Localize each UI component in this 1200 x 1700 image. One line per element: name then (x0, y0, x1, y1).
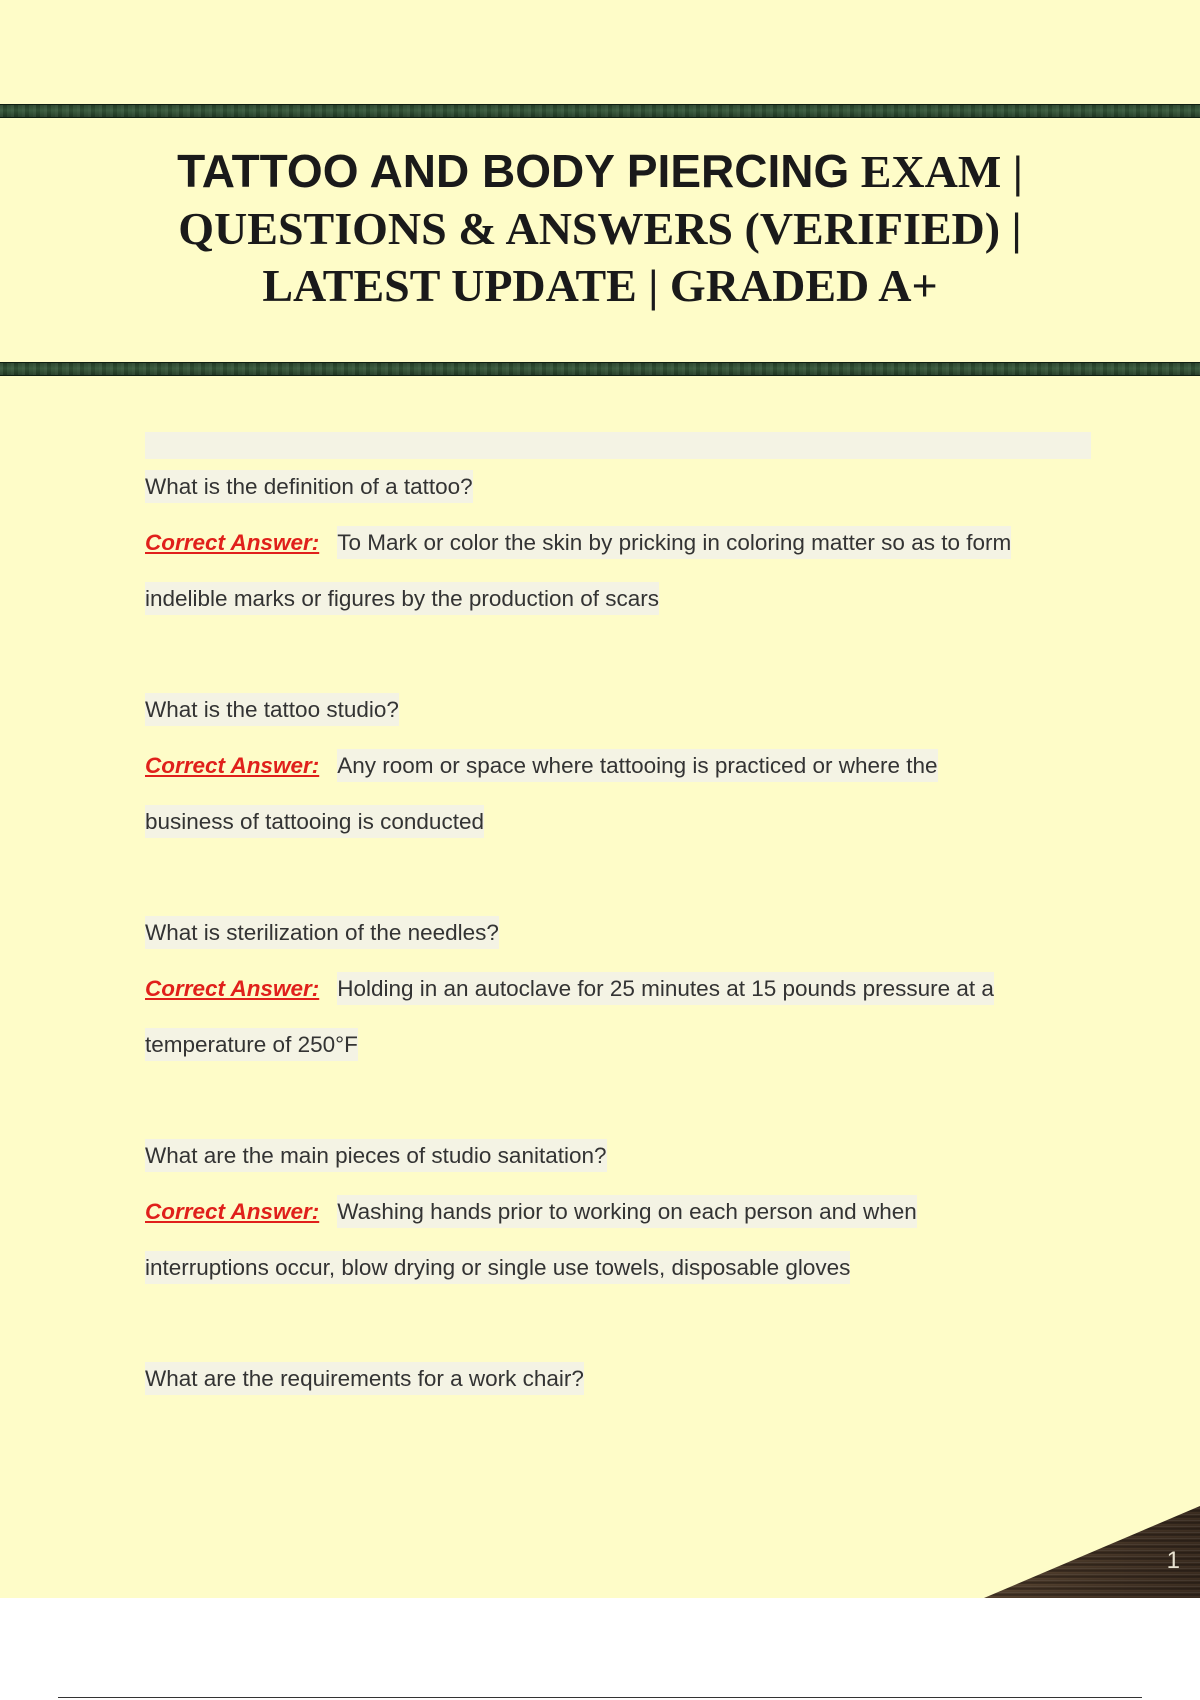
answer-label: Correct Answer: (145, 753, 320, 778)
document-title (0, 143, 1200, 314)
title-part-2: EXAM | (849, 146, 1023, 197)
page-number: 1 (1166, 1547, 1180, 1574)
top-decorative-band (0, 104, 1200, 118)
title-part-1: TATTOO AND BODY PIERCING (177, 145, 850, 197)
content-top-shade (145, 432, 1091, 459)
qa-item (145, 682, 1091, 850)
question-text: What is the definition of a tattoo? (145, 459, 1091, 515)
qa-item (145, 459, 1091, 627)
answer-line: Correct Answer: To Mark or color the skin by pricking in coloring matter so as to form (145, 515, 1091, 571)
bottom-decorative-band (0, 362, 1200, 376)
answer-line: business of tattooing is conducted (145, 794, 1091, 850)
answer-line: Correct Answer: Any room or space where tattooing is practiced or where the (145, 738, 1091, 794)
qa-item (145, 1351, 1091, 1407)
question-text: What are the requirements for a work chair? (145, 1351, 1091, 1407)
answer-line: interruptions occur, blow drying or single use towels, disposable gloves (145, 1240, 1091, 1296)
footer-rule (58, 1697, 1142, 1698)
answer-label: Correct Answer: (145, 1199, 320, 1224)
title-line-2: QUESTIONS & ANSWERS (VERIFIED) | (178, 203, 1022, 254)
answer-line: Correct Answer: Holding in an autoclave for 25 minutes at 15 pounds pressure at a (145, 961, 1091, 1017)
answer-line: Correct Answer: Washing hands prior to working on each person and when (145, 1184, 1091, 1240)
title-line-3: LATEST UPDATE | GRADED A+ (262, 260, 938, 311)
qa-item (145, 1128, 1091, 1296)
answer-label: Correct Answer: (145, 530, 320, 555)
qa-content (145, 432, 1091, 1407)
qa-item (145, 905, 1091, 1073)
question-text: What is the tattoo studio? (145, 682, 1091, 738)
answer-line: temperature of 250°F (145, 1017, 1091, 1073)
question-text: What is sterilization of the needles? (145, 905, 1091, 961)
answer-label: Correct Answer: (145, 976, 320, 1001)
question-text: What are the main pieces of studio sanitation? (145, 1128, 1091, 1184)
answer-line: indelible marks or figures by the production of scars (145, 571, 1091, 627)
